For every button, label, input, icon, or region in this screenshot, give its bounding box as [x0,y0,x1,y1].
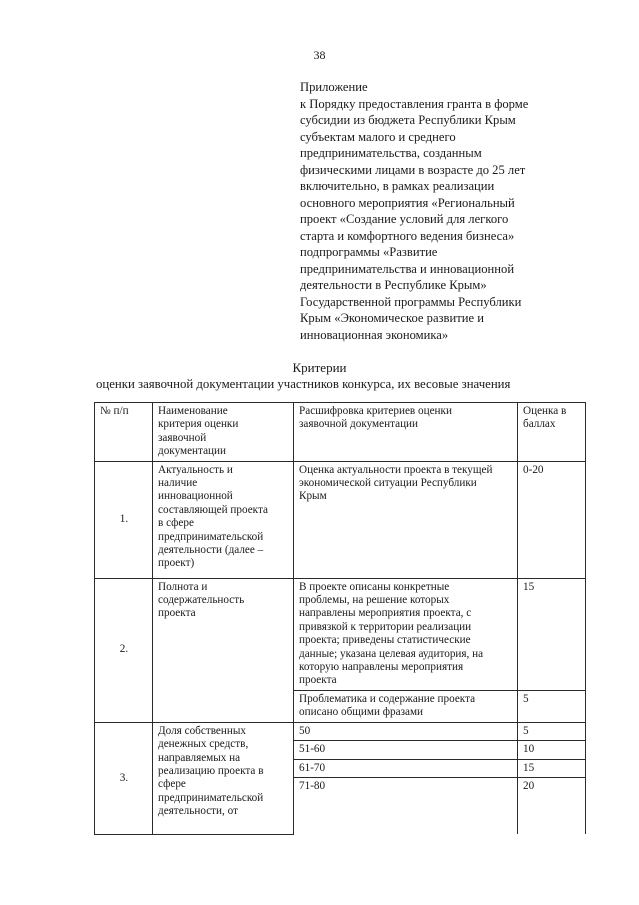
criterion-description [294,777,518,834]
header-score: Оценка в баллах [518,403,586,462]
appendix-line: предпринимательства, созданным [300,146,482,160]
cell-line: которую направлены мероприятия [299,661,464,674]
appendix-line: субъектам малого и среднего [300,129,456,144]
appendix-line: физическими лицами в возрасте до 25 лет [300,162,526,177]
criterion-description [294,690,518,722]
criteria-subtitle: оценки заявочной документации участников конкурса, их весовые значения [96,377,511,391]
header-num: № п/п [95,403,153,462]
criterion-description [294,578,518,690]
appendix-line: Государственной программы Республики [300,294,522,309]
appendix-line: основного мероприятия «Региональный [300,195,515,210]
cell-line: инновационной [158,490,233,503]
cell-line: предпринимательской [158,791,264,804]
cell-line: Оценка актуальности проекта в текущей [299,463,493,476]
criterion-score: 5 [518,722,586,740]
cell-line: предпринимательской [158,530,264,543]
criterion-number: 2. [95,578,153,722]
criterion-description [294,722,518,740]
criterion-number: 1. [95,461,153,578]
cell-line: Проблематика и содержание проекта [299,692,476,705]
cell-line: наличие [158,477,198,490]
cell-line: в сфере [158,517,194,530]
cell-line: деятельности, от [158,805,238,818]
page-number: 38 [313,48,326,62]
cell-line: проблемы, на решение которых [299,594,450,607]
appendix-line: предпринимательства и инновационной [300,261,515,276]
criterion-score: 20 [518,777,586,834]
criterion-score: 15 [518,759,586,777]
table-row [95,461,586,578]
appendix-line: проект «Создание условий для легкого [300,212,509,226]
appendix-line: субсидии из бюджета Республики Крым [300,113,516,127]
criterion-description [294,741,518,759]
cell-line: денежных средств, [158,738,249,751]
cell-line: составляющей проекта [158,503,268,516]
table-row [95,578,586,690]
cell-line: Актуальность и [158,463,233,476]
cell-line: В проекте описаны конкретные [299,580,450,593]
header-desc: Расшифровка критериев оценки заявочной документации [294,403,518,462]
appendix-line: включительно, в рамках реализации [300,179,495,193]
appendix-line: инновационная экономика» [300,327,449,342]
criterion-name [153,722,294,834]
cell-line: Полнота и [158,580,208,593]
cell-line: содержательность [158,594,245,607]
criterion-name [153,578,294,722]
cell-line: сфере [158,778,186,791]
table-row [95,722,586,740]
criterion-number: 3. [95,722,153,834]
criterion-name [153,461,294,578]
cell-line: проект) [158,557,195,570]
criteria-title: Критерии [292,360,347,375]
criterion-description [294,759,518,777]
cell-line: реализацию проекта в [158,764,264,777]
cell-line: направлены мероприятия проекта, с [299,607,472,620]
cell-line: проекта [299,674,337,687]
cell-line: Доля собственных [158,724,246,737]
cell-line: деятельности (далее – [158,544,264,557]
cell-line: привязкой к территории реализации [299,620,472,633]
criterion-description [294,461,518,578]
appendix-line: к Порядку предоставления гранта в форме [300,96,529,111]
cell-line: проекта; приведены статистические [299,634,471,647]
header-name: Наименование критерия оценки заявочной документации [153,403,294,462]
cell-line: направляемых на [158,751,241,764]
cell-line: данные; указана целевая аудитория, на [299,647,484,660]
appendix-line: старта и комфортного ведения бизнеса» [300,228,515,243]
appendix-block [300,79,570,343]
table-header-row [95,403,586,462]
criterion-score: 5 [518,690,586,722]
cell-line: 50 [299,724,311,737]
cell-line: 71-80 [299,779,326,792]
appendix-line: деятельности в Республике Крым» [300,278,487,292]
criteria-table [94,402,586,835]
cell-line: экономической ситуации Республики [299,477,477,490]
criterion-score: 10 [518,741,586,759]
cell-line: проекта [158,607,196,620]
cell-line: Крым [299,490,327,503]
cell-line: 61-70 [299,761,326,774]
criterion-score: 0-20 [518,461,586,578]
cell-line: описано общими фразами [299,706,424,719]
appendix-line: подпрограммы «Развитие [300,245,438,259]
cell-line: 51-60 [299,743,326,756]
criterion-score: 15 [518,578,586,690]
appendix-line: Крым «Экономическое развитие и [300,311,484,325]
appendix-line: Приложение [300,80,368,94]
